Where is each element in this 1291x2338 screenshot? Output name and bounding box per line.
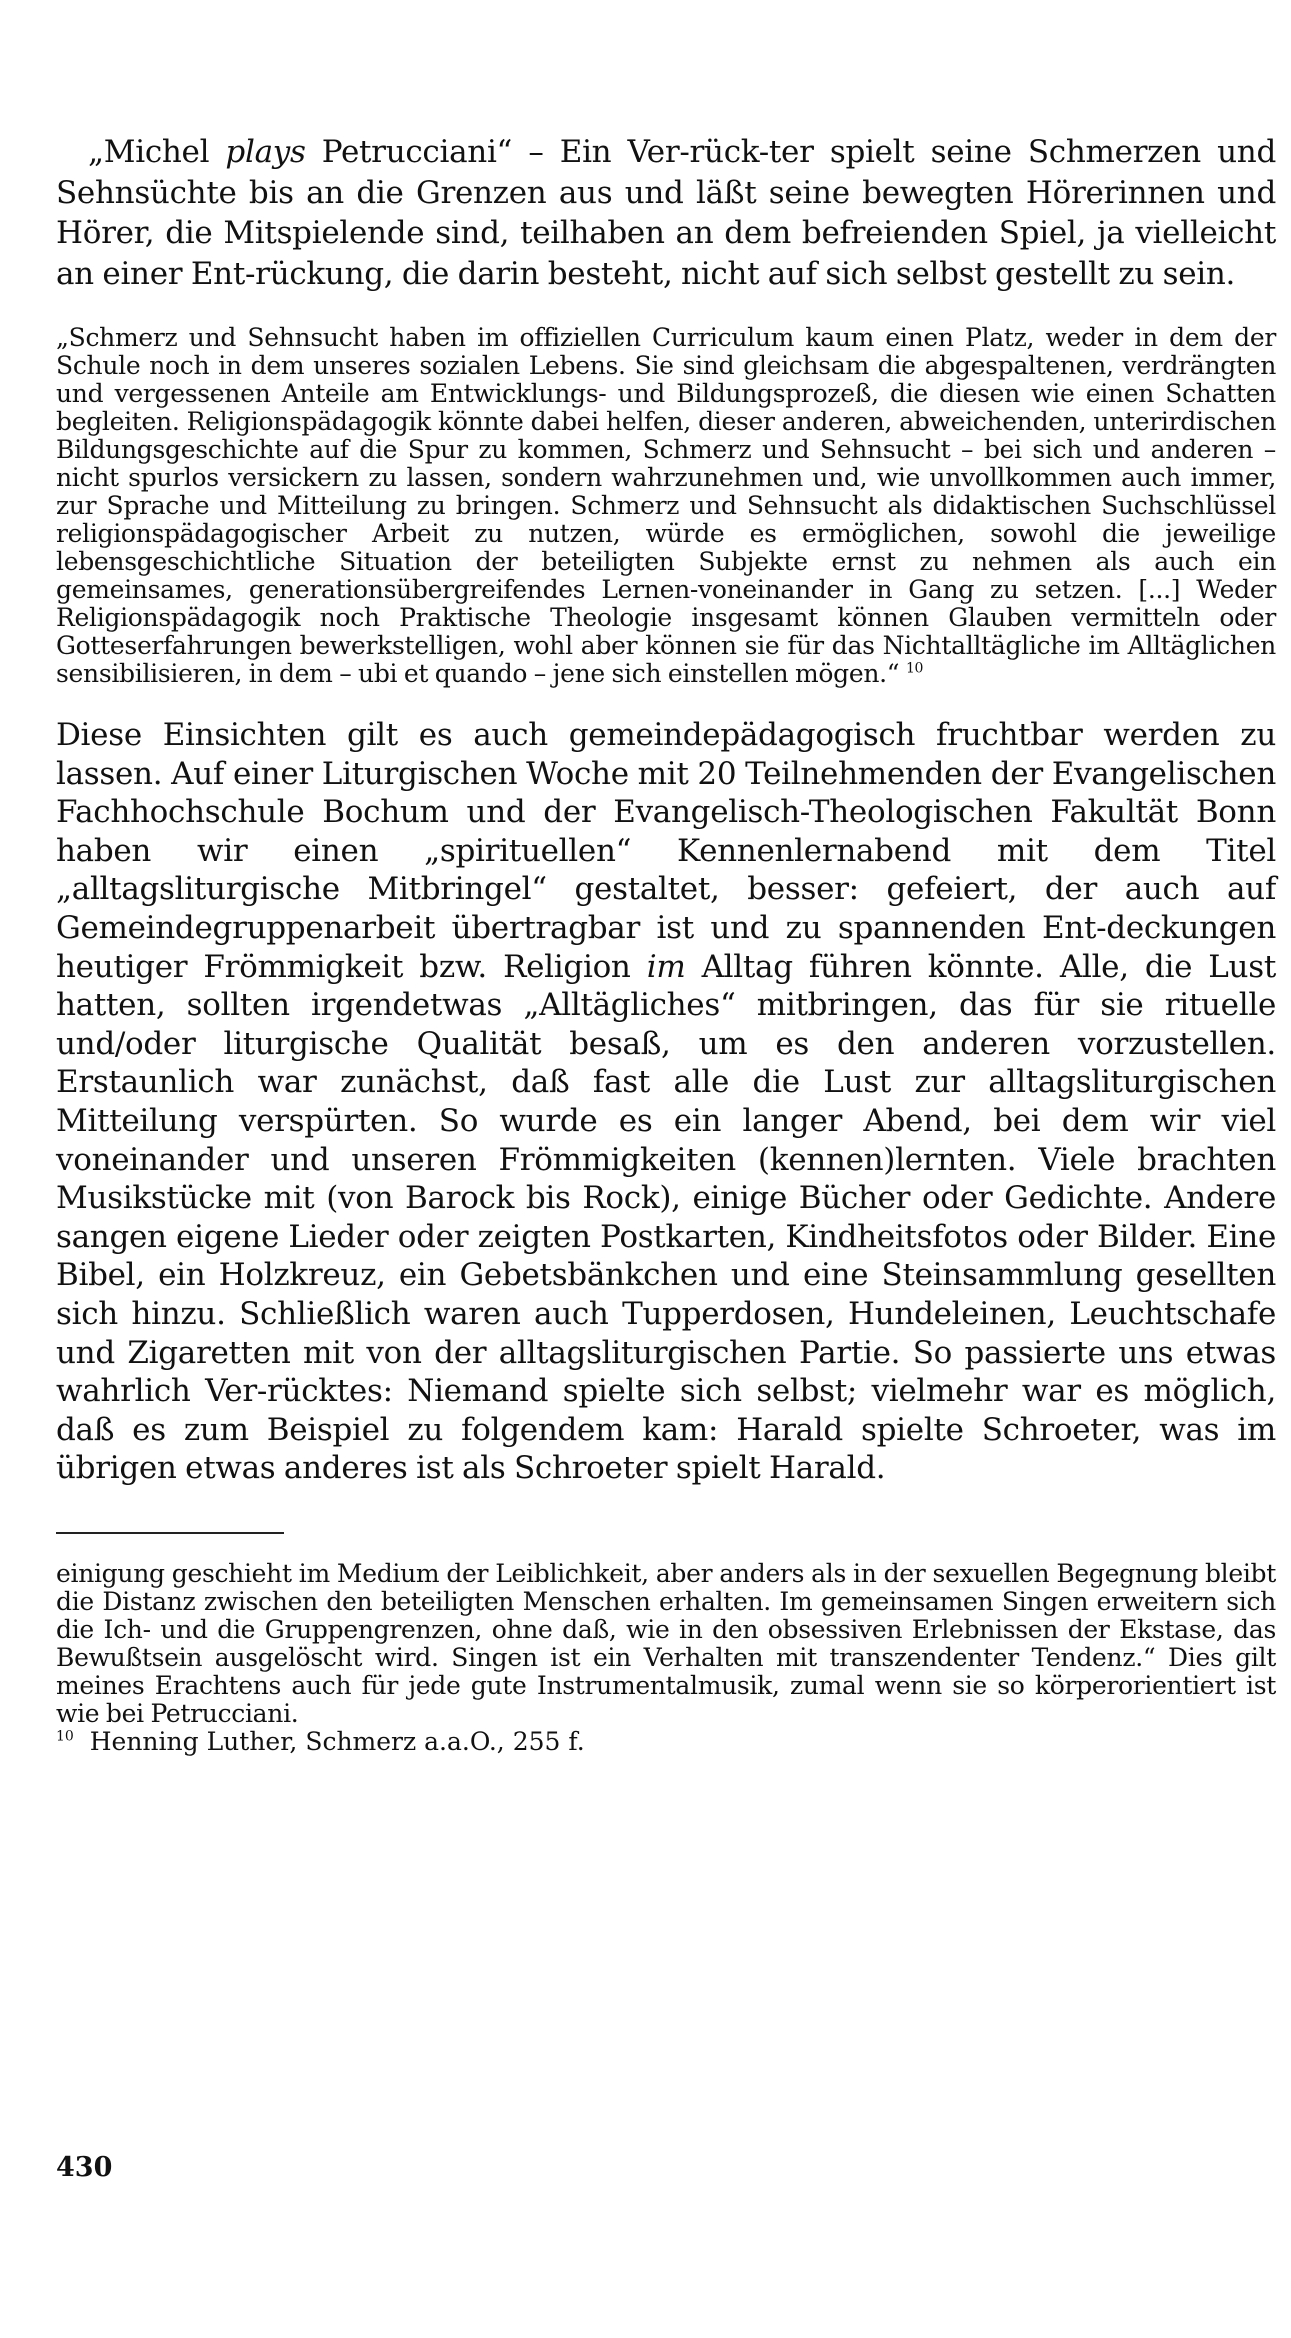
- block-quote-text: „Schmerz und Sehnsucht haben im offiziellen Curriculum kaum einen Platz, weder in dem der Schule noch in dem unseres sozialen Lebens. Sie sind gleichsam die abgespaltenen, verdrängten und vergessenen Anteile am Entwicklungs- und Bildungsprozeß, die diesen wie einen Schatten begleiten. Religionspädagogik könnte dabei helfen, dieser anderen, abweichenden, unterirdischen Bildungsgeschichte auf die Spur zu kommen, Schmerz und Sehnsucht – bei sich und anderen – nicht spurlos versickern zu lassen, sondern wahrzunehmen und, wie unvollkommen auch immer, zur Sprache und Mitteilung zu bringen. Schmerz und Sehnsucht als didaktischen Suchschlüssel religionspädagogischer Arbeit zu nutzen, würde es ermöglichen, sowohl die jeweilige lebensgeschichtliche Situation der beteiligten Subjekte ernst zu nehmen als auch ein gemeinsames, generationsübergreifendes Lernen-voneinander in Gang zu setzen. [...] Weder Religionspädagogik noch Praktische Theologie insgesamt können Glauben vermitteln oder Gotteserfahrungen bewerkstelligen, wohl aber können sie für das Nichtalltägliche im Alltäglichen sensibilisieren, in dem – ubi et quando – jene sich einstellen mögen.“: [56, 323, 1276, 688]
- body-text-rest: Alltag führen könnte. Alle, die Lust hatten, sollten irgendetwas „Alltägliches“ mitbringen, das für sie rituelle und/oder liturgische Qualität besaß, um es den anderen vorzustellen. Erstaunlich war zunächst, daß fast alle die Lust zur alltagsliturgischen Mitteilung verspürten. So wurde es ein langer Abend, bei dem wir viel voneinander und unseren Frömmigkeiten (kennen)lernten. Viele brachten Musikstücke mit (von Barock bis Rock), einige Bücher oder Gedichte. Andere sangen eigene Lieder oder zeigten Postkarten, Kindheitsfotos oder Bilder. Eine Bibel, ein Holzkreuz, ein Gebetsbänkchen und eine Steinsammlung gesellten sich hinzu. Schließlich waren auch Tupperdosen, Hundeleinen, Leuchtschafe und Zigaretten mit von der alltagsliturgischen Partie. So passierte uns etwas wahrlich Ver-rücktes: Niemand spielte sich selbst; vielmehr war es möglich, daß es zum Beispiel zu folgendem kam: Harald spielte Schroeter, was im übrigen etwas anderes ist als Schroeter spielt Harald.: [56, 948, 1276, 1487]
- opening-text-rest: Petrucciani“ – Ein Ver-rück-ter spielt seine Schmerzen und Sehnsüchte bis an die Grenzen aus und läßt seine bewegten Hörerinnen und Hörer, die Mitspielende sind, teilhaben an dem befreienden Spiel, ja vielleicht an einer Ent-rückung, die darin besteht, nicht auf sich selbst gestellt zu sein.: [56, 134, 1276, 292]
- opening-paragraph: [56, 132, 1276, 294]
- page-number: 430: [56, 2152, 113, 2183]
- footnote-continuation-text: einigung geschieht im Medium der Leiblichkeit, aber anders als in der sexuellen Begegnung bleibt die Distanz zwischen den beteiligten Menschen erhalten. Im gemeinsamen Singen erweitern sich die Ich- und die Gruppengrenzen, ohne daß, wie in den obsessiven Erlebnissen der Ekstase, das Bewußtsein ausgelöscht wird. Singen ist ein Verhalten mit transzendenter Tendenz.“ Dies gilt meines Erachtens auch für jede gute Instrumentalmusik, zumal wenn sie so körperorientiert ist wie bei Petrucciani.: [56, 1558, 1276, 1728]
- opening-italic-word: plays: [225, 134, 306, 170]
- body-paragraph: [56, 716, 1276, 1488]
- footnote-continuation: [56, 1560, 1276, 1728]
- footnote-ref-10: 10: [905, 660, 924, 677]
- page-content: [56, 132, 1276, 1756]
- footnote-divider: [56, 1532, 284, 1534]
- footnote-10-marker: 10: [56, 1728, 74, 1745]
- body-text-start: Diese Einsichten gilt es auch gemeindepädagogisch fruchtbar werden zu lassen. Auf einer Liturgischen Woche mit 20 Teilnehmenden der Evangelischen Fachhochschule Bochum und der Evangelisch-Theologischen Fakultät Bonn haben wir einen „spirituellen“ Kennenlernabend mit dem Titel „alltagsliturgische Mitbringel“ gestaltet, besser: gefeiert, der auch auf Gemeindegruppenarbeit übertragbar ist und zu spannenden Ent-deckungen heutiger Frömmigkeit bzw. Religion: [56, 717, 1276, 985]
- block-quote: [56, 324, 1276, 688]
- footnote-10: [56, 1728, 1276, 1756]
- body-italic-word: im: [646, 948, 686, 985]
- footnote-10-text: Henning Luther, Schmerz a.a.O., 255 f.: [89, 1726, 585, 1756]
- opening-text-start: „Michel: [88, 134, 226, 170]
